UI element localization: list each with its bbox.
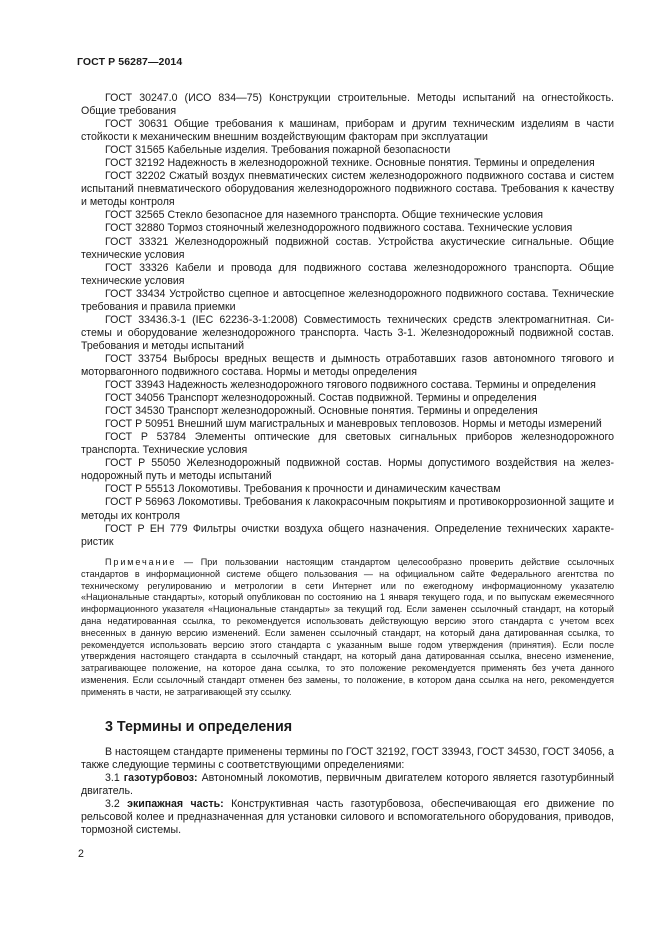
section-heading: 3 Термины и определения	[105, 719, 293, 735]
term-number: 3.2	[105, 798, 120, 811]
term-definition: Автономный локомотив, первичным двигателем которого является газотурбинный двигатель.	[81, 772, 614, 798]
reference-item: ГОСТ 34056 Транспорт железнодорожный. Состав подвижной. Термины и определения	[105, 392, 537, 405]
reference-item: ГОСТ 32202 Сжатый воздух пневматических систем железнодорожного подвижного состава и систем испытаний пневматического оборудования железнодорожного подвижного состава. Требования к качеству и методы контроля	[81, 170, 614, 209]
reference-item: ГОСТ Р 50951 Внешний шум магистральных и маневровых тепловозов. Нормы и методы измерений	[105, 418, 602, 431]
reference-item: ГОСТ 30631 Общие требования к машинам, приборам и другим техническим изделиям в части стойкости к механическим внешним воздействующим факторам при эксплуатации	[81, 118, 614, 144]
reference-item: ГОСТ 32565 Стекло безопасное для наземного транспорта. Общие технические условия	[105, 209, 544, 222]
reference-item: ГОСТ 31565 Кабельные изделия. Требования пожарной безопасности	[105, 144, 451, 157]
reference-item: ГОСТ 33321 Железнодорожный подвижной состав. Устройства акустические сигнальные. Общие технические условия	[81, 235, 614, 261]
document-header: ГОСТ Р 56287—2014	[77, 56, 183, 68]
reference-item: ГОСТ 33434 Устройство сцепное и автосцепное железнодорожного подвижного состава. Технические требования и правила приемки	[81, 287, 614, 313]
terms-section	[81, 746, 614, 837]
reference-item: ГОСТ Р ЕН 779 Фильтры очистки воздуха общего назначения. Определение технических характеристик	[81, 522, 614, 548]
section-intro: В настоящем стандарте применены термины по ГОСТ 32192, ГОСТ 33943, ГОСТ 34530, ГОСТ 34056, а также следующие термины с соответствующими определениями:	[81, 746, 614, 772]
note-paragraph	[81, 557, 614, 699]
note-label: Примечание	[105, 557, 177, 567]
term-number: 3.1	[105, 772, 120, 785]
reference-item: ГОСТ 33436.3-1 (IEC 62236-3-1:2008) Совместимость технических средств электромагнитная. Системы и оборудование железнодорожного транспорта. Часть 3-1. Железнодорожный подвижной состав. Требования и методы испытаний	[81, 313, 614, 352]
reference-item: ГОСТ 32880 Тормоз стояночный железнодорожного подвижного состава. Технические условия	[105, 222, 573, 235]
reference-item: ГОСТ 33754 Выбросы вредных веществ и дымность отработавших газов автономного тягового и моторвагонного подвижного состава. Нормы и методы определения	[81, 352, 614, 378]
page-number: 2	[78, 848, 84, 860]
reference-note	[81, 557, 614, 699]
term-definition: Конструктивная часть газотурбовоза, обеспечивающая его движение по рельсовой колее и предназначенная для установки силового и вспомогательного оборудования, приводов, тормозной системы.	[81, 798, 614, 837]
normative-references-list	[81, 92, 614, 549]
term-entry	[81, 772, 614, 798]
note-text: — При пользовании настоящим стандартом целесообразно проверить действие ссылочных стандартов в информационной системе общего пользования — на официальном сайте Федерального агентства по техническому регулированию и метрологии в сети Интернет или по ежегодному информационному указателю «Национальные стандарты», который опубликован по состоянию на 1 января текущего года, и по выпускам ежемесячного информационного указателя «Национальные стандарты» за текущий год. Если заменен ссылочный стандарт, на который дана недатированная ссылка, то рекомендуется использовать действующую версию этого стандарта с учетом всех внесенных в данную версию изменений. Если заменен ссылочный стандарт, на который дана датированная ссылка, то рекомендуется использовать версию этого стандарта с указанным выше годом утверждения (принятия). Если после утверждения настоящего стандарта в ссылочный стандарт, на который дана датированная ссылка, внесено изменение, затрагивающее положение, на которое дана ссылка, то это положение рекомендуется применять без учета данного изменения. Если ссылочный стандарт отменен без замены, то положение, в котором дана ссылка на него, рекомендуется применять в части, не затрагивающей эту ссылку.	[81, 557, 614, 697]
reference-item: ГОСТ Р 55513 Локомотивы. Требования к прочности и динамическим качествам	[105, 483, 501, 496]
term-name: газотурбовоз:	[123, 772, 198, 785]
reference-item: ГОСТ 33943 Надежность железнодорожного тягового подвижного состава. Термины и определения	[105, 379, 596, 392]
term-name: экипажная часть:	[127, 798, 224, 811]
reference-item: ГОСТ Р 56963 Локомотивы. Требования к лакокрасочным покрытиям и противокоррозионной защите и методы их контроля	[81, 496, 614, 522]
reference-item: ГОСТ 30247.0 (ИСО 834—75) Конструкции строительные. Методы испытаний на огнестойкость. Общие требования	[81, 92, 614, 118]
reference-item: ГОСТ 32192 Надежность в железнодорожной технике. Основные понятия. Термины и определения	[105, 157, 595, 170]
reference-item: ГОСТ 33326 Кабели и провода для подвижного состава железнодорожного транспорта. Общие технические условия	[81, 261, 614, 287]
reference-item: ГОСТ 34530 Транспорт железнодорожный. Основные понятия. Термины и определения	[105, 405, 538, 418]
term-entry	[81, 798, 614, 837]
reference-item: ГОСТ Р 55050 Железнодорожный подвижной состав. Нормы допустимого воздействия на железнодорожный путь и методы испытаний	[81, 457, 614, 483]
reference-item: ГОСТ Р 53784 Элементы оптические для световых сигнальных приборов железнодорожного транспорта. Технические условия	[81, 431, 614, 457]
